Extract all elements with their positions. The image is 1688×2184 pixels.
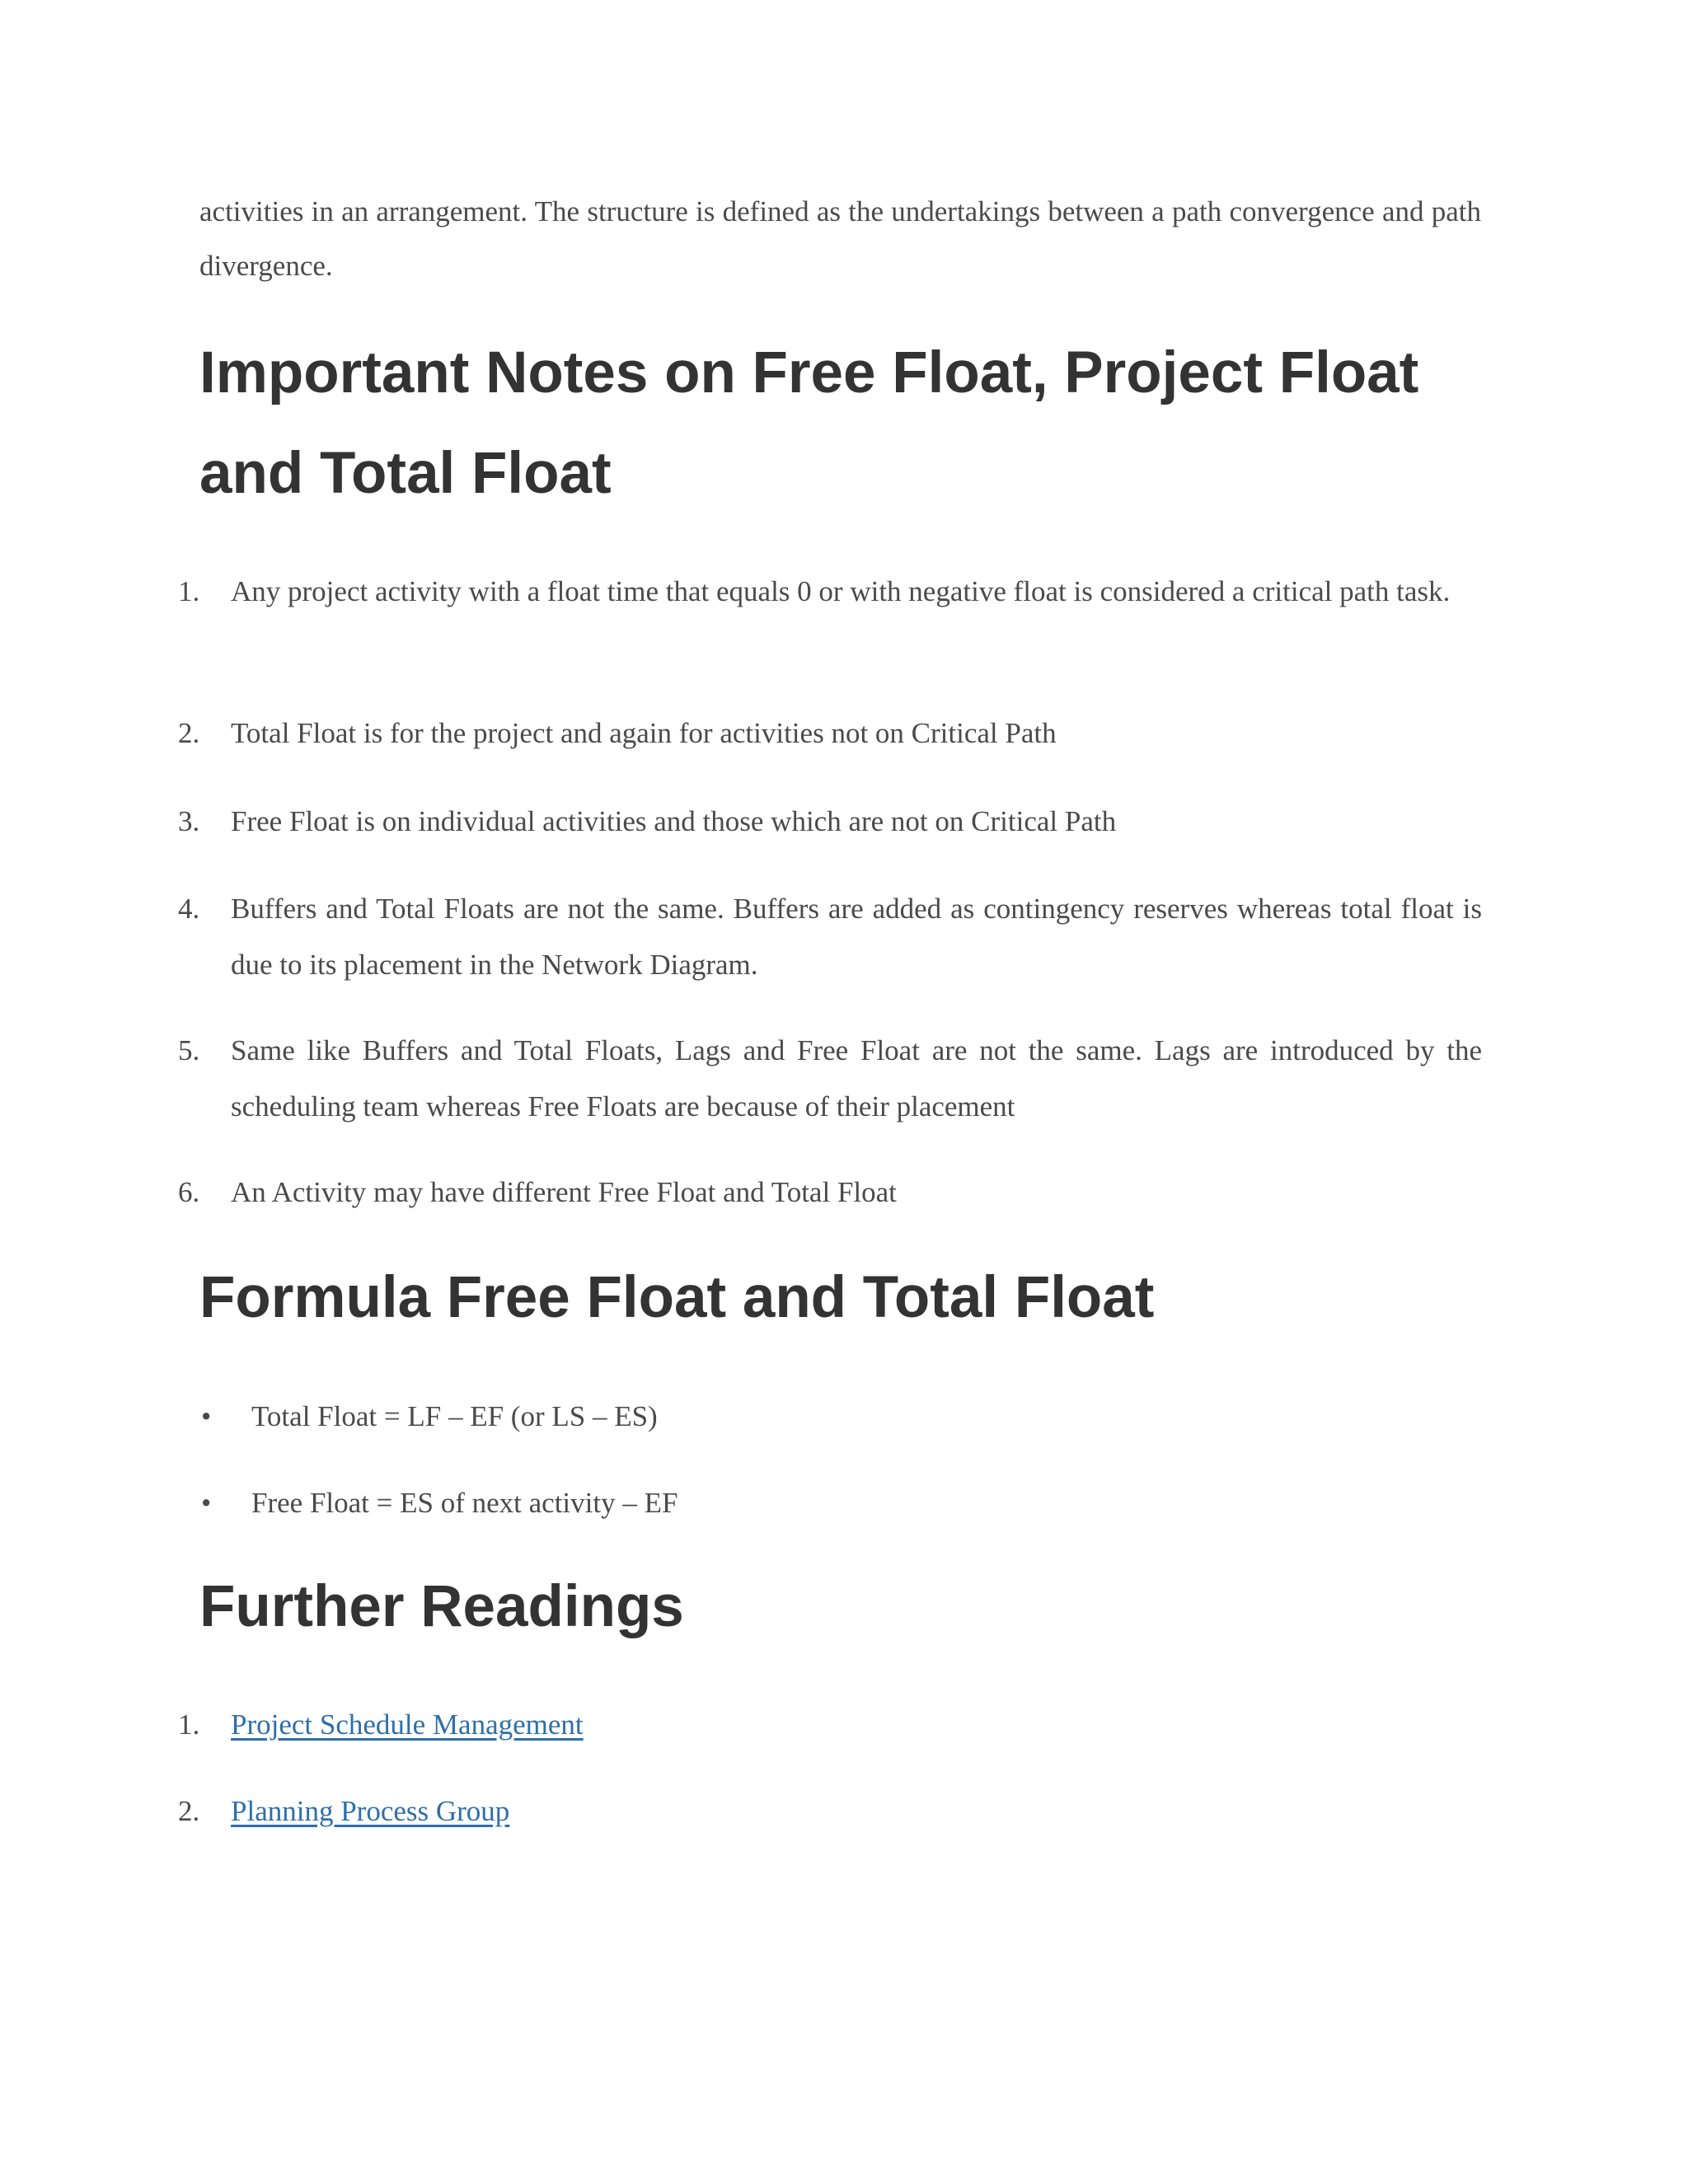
formula-total-float: Total Float = LF – EF (or LS – ES): [251, 1400, 658, 1432]
list-item-text: Buffers and Total Floats are not the same. Buffers are added as contingency reserves whereas total float is due to its placement in the Network Diagram.: [231, 893, 1482, 981]
list-item-number: 1.: [178, 575, 200, 607]
list-item-number: 2.: [178, 717, 200, 749]
notes-heading-line-1: Important Notes on Free Float, Project Float: [199, 340, 1419, 405]
further-readings-heading: Further Readings: [199, 1574, 684, 1639]
list-item-number: 1.: [178, 1708, 200, 1741]
list-item-text: Free Float is on individual activities and those which are not on Critical Path: [231, 805, 1117, 837]
list-item-number: 4.: [178, 893, 200, 925]
formula-free-float: Free Float = ES of next activity – EF: [251, 1487, 678, 1519]
project-schedule-management-link[interactable]: Project Schedule Management: [231, 1708, 584, 1741]
notes-heading-line-2: and Total Float: [199, 441, 612, 506]
bullet-icon: •: [201, 1487, 212, 1519]
formula-heading: Formula Free Float and Total Float: [199, 1265, 1155, 1330]
planning-process-group-link[interactable]: Planning Process Group: [231, 1795, 510, 1827]
bullet-icon: •: [201, 1400, 212, 1432]
list-item-text: Same like Buffers and Total Floats, Lags and Free Float are not the same. Lags are introduced by the scheduling team whereas Free Floats are because of their placement: [231, 1034, 1482, 1122]
list-item-number: 5.: [178, 1034, 200, 1066]
list-item-number: 3.: [178, 805, 200, 837]
list-item-text: An Activity may have different Free Float and Total Float: [231, 1176, 897, 1208]
list-item-text: Any project activity with a float time that equals 0 or with negative float is considered a critical path task.: [231, 575, 1451, 607]
list-item-number: 6.: [178, 1176, 200, 1208]
list-item-number: 2.: [178, 1795, 200, 1827]
intro-paragraph: activities in an arrangement. The structure is defined as the undertakings between a path convergence and path divergence.: [199, 195, 1481, 282]
list-item-text: Total Float is for the project and again for activities not on Critical Path: [231, 717, 1057, 749]
